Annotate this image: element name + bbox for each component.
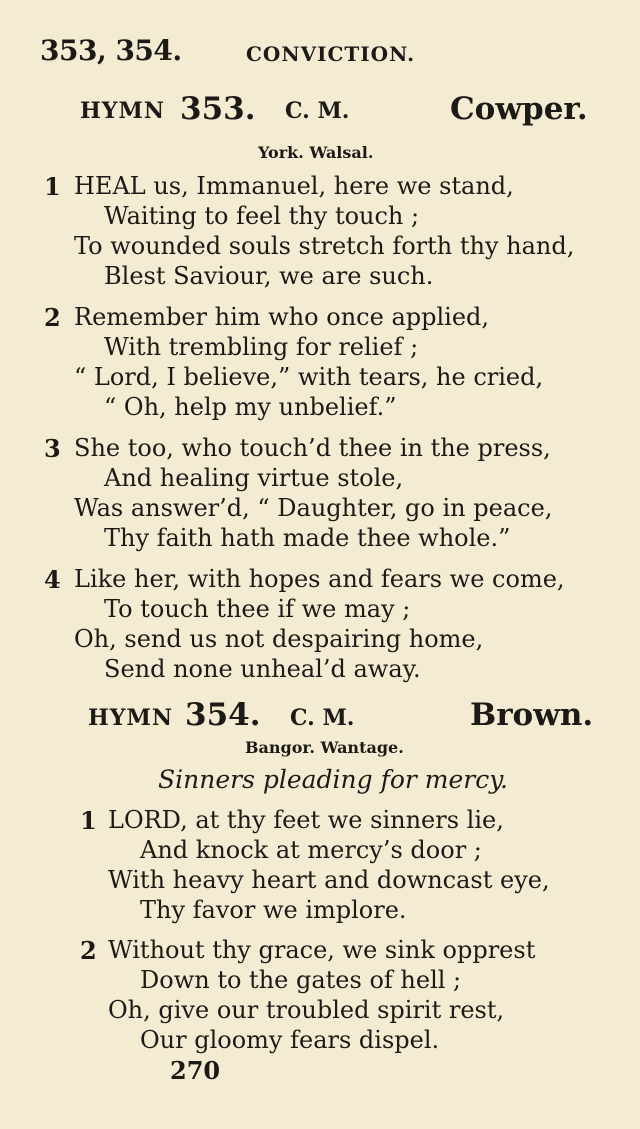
verse-line: And healing virtue stole, — [104, 464, 404, 492]
verse-line: To touch thee if we may ; — [104, 595, 411, 623]
hymn-meter: C. M. — [290, 705, 355, 731]
hymn-label: HYMN — [80, 98, 165, 124]
verse-line: “ Oh, help my unbelief.” — [104, 393, 397, 421]
verse-line: “ Lord, I believe,” with tears, he cried, — [74, 363, 544, 391]
verse-line: LORD, at thy feet we sinners lie, — [108, 806, 504, 834]
verse-line: With trembling for relief ; — [104, 333, 419, 361]
verse-line: Thy favor we implore. — [140, 896, 407, 924]
verse-line: HEAL us, Immanuel, here we stand, — [74, 172, 514, 200]
verse-number: 4 — [44, 565, 61, 594]
verse-line: Our gloomy fears dispel. — [140, 1026, 440, 1054]
verse-line: Waiting to feel thy touch ; — [104, 202, 420, 230]
verse-line: And knock at mercy’s door ; — [140, 836, 482, 864]
verse-number: 3 — [44, 434, 61, 463]
hymn-author: Brown. — [470, 697, 594, 733]
hymn-label: HYMN — [88, 705, 173, 731]
verse-line: She too, who touch’d thee in the press, — [74, 434, 551, 462]
running-head-numbers: 353, 354. — [40, 34, 182, 67]
hymn-author: Cowper. — [450, 91, 588, 127]
verse-line: Without thy grace, we sink opprest — [108, 936, 536, 964]
verse-number: 1 — [80, 806, 97, 835]
verse-line: With heavy heart and downcast eye, — [108, 866, 550, 894]
verse-number: 1 — [44, 172, 61, 201]
running-head-title: CONVICTION. — [246, 42, 416, 66]
verse-line: Oh, send us not despairing home, — [74, 625, 484, 653]
verse-line: Thy faith hath made thee whole.” — [104, 524, 511, 552]
verse-line: Remember him who once applied, — [74, 303, 490, 331]
hymn-subtitle: Sinners pleading for mercy. — [158, 765, 508, 794]
verse-line: Down to the gates of hell ; — [140, 966, 462, 994]
verse-line: Blest Saviour, we are such. — [104, 262, 434, 290]
hymn-number: 354. — [185, 697, 261, 733]
verse-line: Like her, with hopes and fears we come, — [74, 565, 565, 593]
verse-line: To wounded souls stretch forth thy hand, — [74, 232, 575, 260]
hymn-tunes: Bangor. Wantage. — [245, 738, 404, 757]
verse-line: Oh, give our troubled spirit rest, — [108, 996, 505, 1024]
verse-number: 2 — [44, 303, 61, 332]
verse-line: Was answer’d, “ Daughter, go in peace, — [74, 494, 553, 522]
verse-line: Send none unheal’d away. — [104, 655, 421, 683]
hymn-meter: C. M. — [285, 98, 350, 124]
hymn-tunes: York. Walsal. — [258, 143, 374, 162]
page-number: 270 — [170, 1056, 221, 1085]
hymn-number: 353. — [180, 91, 256, 127]
verse-number: 2 — [80, 936, 97, 965]
